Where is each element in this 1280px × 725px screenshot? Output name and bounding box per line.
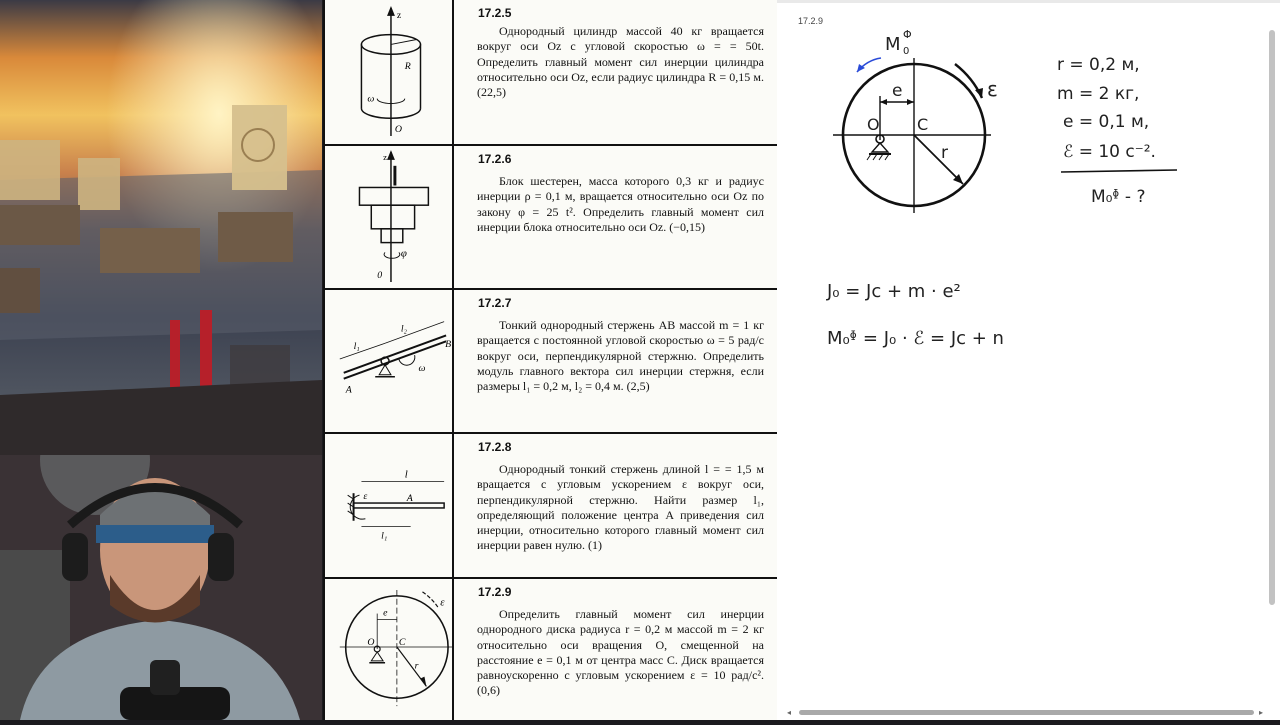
omega-label: ω <box>418 362 426 374</box>
moment-sub-label: 0 <box>903 46 910 57</box>
problem-text: Тонкий однородный стержень AB массой m = 1 кг вращается с постоянной угловой скоростью ω = 5 рад/с вокруг оси, перпендикулярной стержню. Определить модуль главного вектора сил инерции стержня, если размеры l₁ = 0,2 м, l₂ = 0,4 м. (2,5) <box>477 318 764 394</box>
l1-label: l₁ <box>353 341 360 353</box>
axis-z-label: z <box>383 151 388 162</box>
webcam-feed <box>0 455 322 720</box>
given-r: r = 0,2 м, <box>1057 55 1140 75</box>
cantilever-rod-figure <box>326 434 454 577</box>
l1-label: l₁ <box>381 530 388 542</box>
problem-17-2-7 <box>325 290 777 434</box>
phi-label: φ <box>400 247 407 260</box>
problem-text: Однородный тонкий стержень длиной l = = 1,5 м вращается с угловым ускорением ε вокруг оси, перпендикулярной стержню. Найти размер l₁, определяющий положение центра A приведения сил инерции, относительно которого главный момент сил инерции равен нулю. (1) <box>477 462 764 553</box>
unknown-moment: M₀ᶲ - ? <box>1091 187 1146 207</box>
e-label: e <box>383 607 388 619</box>
point-B-label: B <box>445 339 452 351</box>
problem-17-2-9 <box>325 579 777 720</box>
point-A-label: A <box>345 384 352 396</box>
axis-z-label: z <box>396 9 402 21</box>
problem-17-2-8 <box>325 434 777 579</box>
problem-17-2-6 <box>325 146 777 290</box>
cylinder-figure <box>326 0 454 144</box>
horizontal-scrollbar[interactable] <box>799 710 1254 715</box>
problem-number: 17.2.9 <box>478 585 512 599</box>
problem-text: Определить главный момент сил инерции однородного диска радиуса r = 0,2 м массой m = 2 кг относительно оси вращения O, смещенной на расстояние e = 0,1 м от центра масс C. Диск вращается равноускоренно с угловым ускорением ε = 10 рад/с². (0,6) <box>477 607 764 698</box>
rod-AB-figure <box>326 290 454 432</box>
point-A-label: A <box>406 493 413 505</box>
point-O-label: O <box>367 637 375 649</box>
e-label: e <box>892 81 903 101</box>
problem-number: 17.2.8 <box>478 440 512 454</box>
epsilon-label: ε <box>987 77 998 101</box>
origin-O-label: O <box>394 124 403 136</box>
battle-scene-image <box>0 0 322 455</box>
point-O-label: O <box>867 115 880 134</box>
epsilon-label: ε <box>440 596 445 609</box>
point-C-label: C <box>398 637 406 649</box>
problem-text: Однородный цилиндр массой 40 кг вращается вокруг оси Oz с угловой скоростью ω = = 50t. Определить главный момент сил инерции цилиндра относительно оси Oz, если радиус цилиндра R = 0,15 м. (22,5) <box>477 24 764 100</box>
point-C-label: C <box>917 115 929 134</box>
radius-r-label: r <box>414 660 419 672</box>
page-label: 17.2.9 <box>798 16 824 26</box>
streamer-webcam-image <box>0 455 322 720</box>
omega-label: ω <box>367 93 375 105</box>
radius-R-label: R <box>404 61 411 73</box>
stream-background <box>0 0 322 720</box>
given-e: e = 0,1 м, <box>1063 112 1150 132</box>
solution-equations <box>826 281 1004 349</box>
problem-number: 17.2.5 <box>478 6 512 20</box>
radius-r-label: r <box>941 143 948 163</box>
whiteboard-canvas[interactable] <box>777 0 1280 720</box>
scroll-right-arrow-icon[interactable]: ▸ <box>1259 708 1264 717</box>
given-m: m = 2 кг, <box>1057 84 1140 104</box>
equation-moment: M₀ᶲ = J₀ · ℰ = Jc + n <box>827 328 1004 349</box>
moment-M-label: M <box>885 34 901 55</box>
problem-number: 17.2.7 <box>478 296 512 310</box>
equation-inertia: J₀ = Jc + m · e² <box>827 281 961 302</box>
problem-book-page <box>323 0 779 720</box>
gear-block-figure <box>326 146 454 288</box>
given-values <box>1057 55 1177 207</box>
given-epsilon: ℰ = 10 c⁻². <box>1063 142 1156 162</box>
disk-sketch <box>833 28 998 213</box>
disk-figure <box>326 579 454 720</box>
epsilon-label: ε <box>363 491 368 503</box>
handwritten-solution <box>777 0 1280 720</box>
l2-label: l₂ <box>400 323 407 335</box>
problem-text: Блок шестерен, масса которого 0,3 кг и радиус инерции ρ = 0,1 м, вращается относительно оси Oz по закону φ = 25 t². Определить главный момент сил инерции блока относительно оси Oz. (−0,15) <box>477 174 764 234</box>
moment-sup-label: Φ <box>903 28 912 41</box>
origin-0-label: 0 <box>377 270 383 282</box>
length-l-label: l <box>404 468 408 481</box>
scroll-left-arrow-icon[interactable]: ◂ <box>787 708 792 717</box>
problem-17-2-5 <box>325 0 777 146</box>
problem-number: 17.2.6 <box>478 152 512 166</box>
vertical-scrollbar[interactable] <box>1269 30 1275 605</box>
